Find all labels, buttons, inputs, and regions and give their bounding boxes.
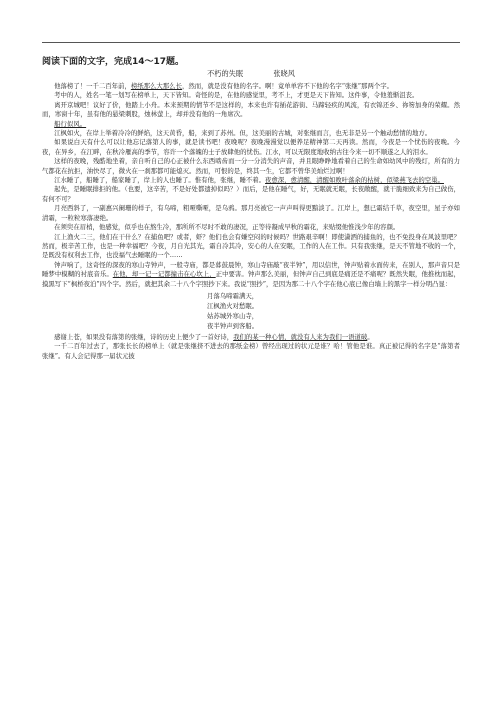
paragraph [42,82,460,91]
passage-header [42,69,460,79]
poem-line: 月落乌啼霜满天， [207,291,259,300]
text-run: 他落榜了！一千二百年前， [54,82,131,90]
text-run: 钟声响了，这奇怪的深夜的寒山寺钟声，一般寺庙，都是暮鼓晨钟，寒山寺庙敲“夜半钟”，用以信世，钟声贴着水面传来，在别人，那声音只是睡梦中模糊的衬底音乐。 [42,260,460,279]
paragraph [42,261,460,289]
text-run: 正中要害。钟声那么美丽，但钟声自己到底是痛还是不痛呢？既然失眠，他推枕而起，摸黑写下“枫桥夜泊”四个字。然后，就把其余二十八个字照抄下来。我说“照抄”，是因为那二十八个字在他心底已像白墙上的黑字一样分明凸显： [42,270,461,288]
passage-closing [42,333,460,361]
paragraph [42,157,460,176]
paragraph [42,185,460,204]
text-run: 江水睡了，船睡了，船家睡了，岸上的人也睡了。惟有他，张继，睡不着。 [54,176,266,185]
text-run: 起先，是睡眠排拒的他。（也要，这辛苦，不是好处都遗掉似吗？）而后，是他在睡气，好，无眠就无眠，长夜敞醒，就干脆细致来为自己做伤，有何不可？ [42,185,460,203]
section-subheading: 船行似风。 [54,119,87,128]
underlined-phrase: 我们的某一种心情，就没有人来为我们一语道破 [233,332,368,341]
poem-line: 姑苏城外寒山寺， [207,311,259,320]
paragraph [42,223,460,232]
poem-line: 江枫渔火对愁眠。 [207,301,259,310]
text-run: 离开京城吧！议好了价，他踏上小舟。本来预期的情节不是这样的，本来也许有插花游街、马蹄轻疾的风流，有衣锦还乡、祢笏加身的荣耀。然而，寒窗十年，虽有他的悬梁刺股，烛林萤上，却并没有他的一角席次。 [42,100,460,119]
text-run: 一千二百年过去了，那张长长的榜单上（就是张继挤不进去的那纸金榜）曾经出现过的状元是谁？哈！管他是谁。真正被记得的名字是“落第者张继”。有人会记得那一届状元披 [42,342,460,360]
instruction-heading: 阅读下面的文字，完成14～17题。 [42,57,185,67]
reading-passage [42,48,460,361]
paragraph [42,342,460,361]
poem-block [207,291,460,331]
passage-body [42,82,460,289]
underlined-phrase: 在他，却一记一记都撞击在心坎上， [112,270,216,279]
text-run: 。 [367,332,374,341]
passage-author: 张晓风 [273,69,295,78]
text-run: 这样的夜晚，残酷地坐着，亲自听自己的心正被什么东西啮齿而一分一分消失的声音，并且眼睁睁地看着自己的生命如幼风中的残灯，所有的力气都花在抗拒，油快尽了，微火在一刹那都可能熄灭。然而，可恨的是，终其一生，它都不曾华美灿烂过啊！ [42,157,460,175]
text-run: ，然而，就是没有他的名字。啊！竟单单容不下他的名字“张继”那两个字。 [181,82,394,90]
text-run: 月亮西斜了，一副惠兴阑珊的样子，有乌啼，粗哑嘶哑，是乌鸦。那月亮被它一声声叫得更黯淡了。江岸上，想已霜结千草，夜空里，星子亦如清霜，一粒粒寒落凄绝。 [42,204,460,222]
paragraph [42,204,460,223]
text-run: 江枫如火，在岸上举着冷冷的鲜焰，这天黄昏，船，来到了苏州。但，这美丽的古城，对张继而言，也无非是另一个触动愁情的地方。 [54,129,432,138]
text-run: 感谢上苍，如果没有落第的张继，诗的历史上便少了一首好诗， [54,332,234,341]
text-run: 在须臾在眉梢，他感觉，似乎也在熬生冷，那所所不尽时不敢的凄况，正等待凝成早秋的霜花，来贴缀他惟浅少年的容颜。 [54,223,400,232]
paragraph [42,101,460,120]
text-run: 如果说白天有什么可以让他忘记落第人的事，就是读书吧！夜晚呢？夜晚漫漫觉以便养足精神第二天再读。然而，今夜是一个忧伤的夜晚。今夜，在异乡，在江畔，在秋冷雁高的季节，容许一个落魄的士子放肆他的忧伤。江水，可以无限度地收纳古往今来一切不顺遂之人的泪水。 [42,138,460,156]
text-run: 考中的人，姓名一笔一划写在榜单上，天下皆知。奇怪的是，在他的感觉里，考不上，才更是天下皆知。这件事，令他羞惭沮丧。 [54,91,419,100]
paragraph [42,91,460,100]
paragraph [42,333,460,342]
paragraph [42,138,460,157]
underlined-phrase: 榜纸那么大那么长 [130,82,182,90]
poem-line: 夜半钟声到客船。 [207,321,259,330]
text-run: 江上渔火二三，他们在干什么？在捕鱼吧？或者，虾？他们也会有嫌空闷的时候吗？世路艰辛啊！即使潇洒的捕鱼的，也不免投身在风波里吧？然而，极辛苦工作，也是一种幸福吧？今夜，月自光其光，霜自冷其冷，安心的人在安眠，工作的人在工作。只有我张继，是天不管地不收的一个，是既没有权利去工作，也没福气去睡眠的一个…… [42,232,460,260]
paragraph [42,233,460,261]
passage-title: 不朽的失眠 [207,69,244,78]
top-rule [42,42,460,43]
underlined-phrase: 夜愈深，愈清醒，清醒如败叶落余的枯树，似梁燕飞去的空巢。 [265,176,444,185]
